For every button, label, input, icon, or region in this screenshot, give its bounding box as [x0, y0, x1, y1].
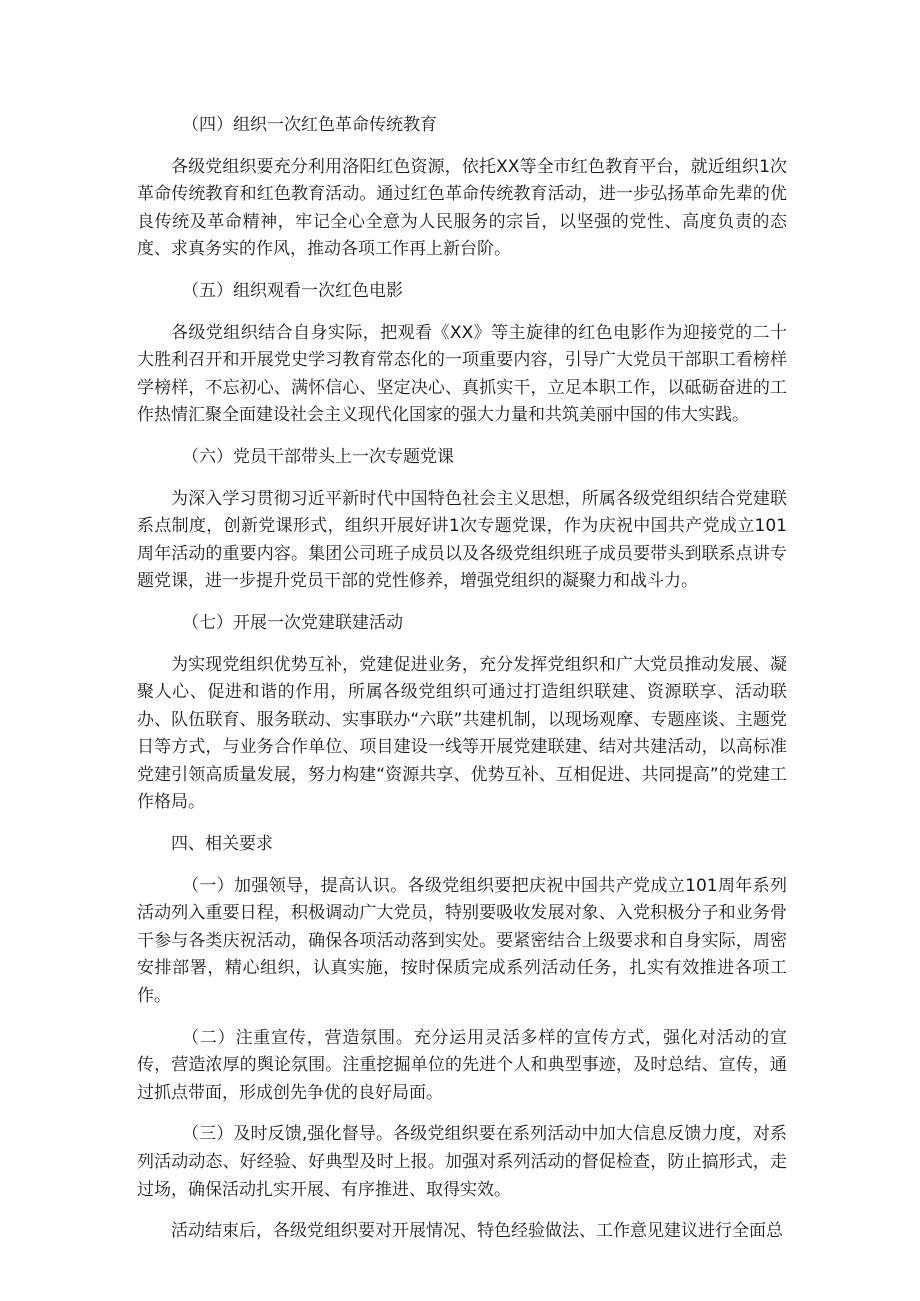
subsection-heading-6: （六）党员干部带头上一次专题党课 [182, 446, 454, 467]
paragraph-joint-building: 为实现党组织优势互补，党建促进业务，充分发挥党组织和广大党员推动发展、凝聚人心、促进和谐的作用，所属各级党组织可通过打造组织联建、资源联享、活动联办、队伍联育、服务联动、实事联办“六联”共建机制，以现场观摩、专题座谈、主题党日等方式，与业务合作单位、项目建设一线等开展党建联建、结对共建活动，以高标准党建引领高质量发展，努力构建“资源共享、优势互补、互相促进、共同提高”的党建工作格局。 [137, 654, 787, 813]
subsection-heading-7: （七）开展一次党建联建活动 [182, 612, 403, 633]
paragraph-requirement-3: （三）及时反馈,强化督导。各级党组织要在系列活动中加大信息反馈力度，对系列活动动态、好经验、好典型及时上报。加强对系列活动的督促检查，防止搞形式，走过场，确保活动扎实开展、有序推进、取得实效。 [137, 1124, 787, 1200]
paragraph-requirement-2: （二）注重宣传，营造氛围。充分运用灵活多样的宣传方式，强化对活动的宣传，营造浓厚的舆论氛围。注重挖掘单位的先进个人和典型事迹，及时总结、宣传，通过抓点带面，形成创先争优的良好局面。 [137, 1027, 787, 1103]
paragraph-red-revolution-education: 各级党组织要充分利用洛阳红色资源，依托XX等全市红色教育平台，就近组织1次革命传统教育和红色教育活动。通过红色革命传统教育活动，进一步弘扬革命先辈的优良传统及革命精神，牢记全心全意为人民服务的宗旨，以坚强的党性、高度负责的态度、求真务实的作风，推动各项工作再上新台阶。 [137, 156, 787, 260]
subsection-heading-5: （五）组织观看一次红色电影 [182, 280, 403, 301]
document-body [137, 112, 787, 1260]
section-heading-requirements: 四、相关要求 [171, 834, 273, 855]
subsection-heading-4: （四）组织一次红色革命传统教育 [182, 115, 437, 135]
paragraph-red-film: 各级党组织结合自身实际，把观看《XX》等主旋律的红色电影作为迎接党的二十大胜利召开和开展党史学习教育常态化的一项重要内容，引导广大党员干部职工看榜样学榜样，不忘初心、满怀信心、坚定决心、真抓实干，立足本职工作，以砥砺奋进的工作热情汇聚全面建设社会主义现代化国家的强大力量和共筑美丽中国的伟大实践。 [137, 322, 787, 426]
paragraph-closing: 活动结束后，各级党组织要对开展情况、特色经验做法、工作意见建议进行全面总 [171, 1221, 783, 1242]
paragraph-party-lecture: 为深入学习贯彻习近平新时代中国特色社会主义思想，所属各级党组织结合党建联系点制度，创新党课形式，组织开展好讲1次专题党课，作为庆祝中国共产党成立101周年活动的重要内容。集团公司班子成员以及各级党组织班子成员要带头到联系点讲专题党课，进一步提升党员干部的党性修养，增强党组织的凝聚力和战斗力。 [137, 488, 787, 592]
paragraph-requirement-1: （一）加强领导，提高认识。各级党组织要把庆祝中国共产党成立101周年系列活动列入重要日程，积极调动广大党员，特别要吸收发展对象、入党积极分子和业务骨干参与各类庆祝活动，确保各项活动落到实处。要紧密结合上级要求和自身实际，周密安排部署，精心组织，认真实施，按时保质完成系列活动任务，扎实有效推进各项工作。 [137, 875, 787, 1007]
